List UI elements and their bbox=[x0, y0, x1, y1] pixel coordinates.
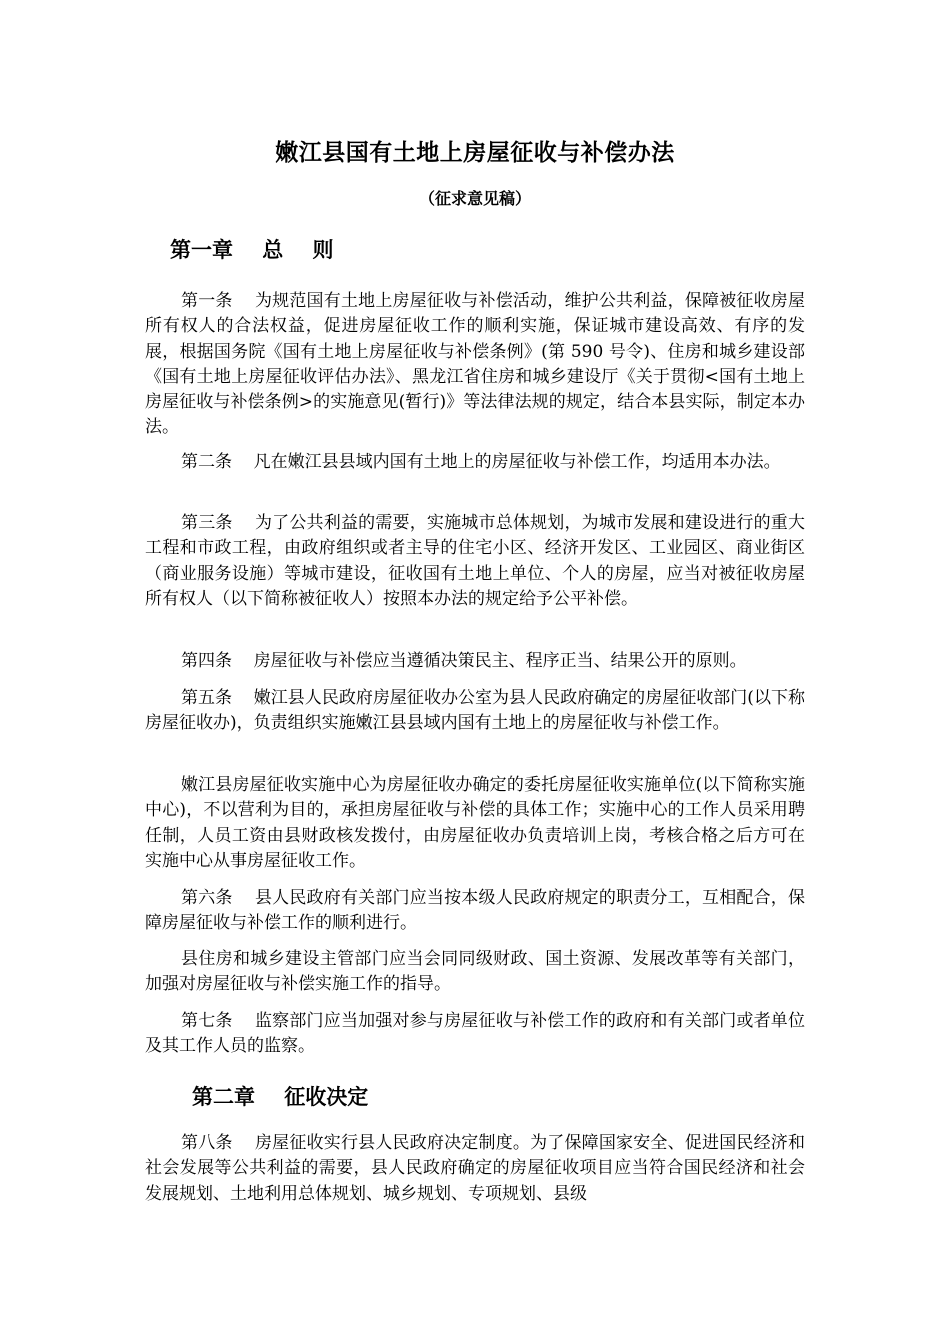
article-paragraph: 第五条 嫩江县人民政府房屋征收办公室为县人民政府确定的房屋征收部门(以下称房屋征收办)，负责组织实施嫩江县县域内国有土地上的房屋征收与补偿工作。 bbox=[145, 688, 805, 734]
article-paragraph: 第七条 监察部门应当加强对参与房屋征收与补偿工作的政府和有关部门或者单位及其工作人员的监察。 bbox=[145, 1011, 805, 1057]
article-paragraph: 第六条 县人民政府有关部门应当按本级人民政府规定的职责分工，互相配合，保障房屋征收与补偿工作的顺利进行。 bbox=[145, 888, 805, 934]
chapter-heading: 第二章 征收决定 bbox=[192, 1085, 369, 1109]
article-paragraph: 第一条 为规范国有土地上房屋征收与补偿活动，维护公共利益，保障被征收房屋所有权人的合法权益，促进房屋征收工作的顺利实施，保证城市建设高效、有序的发展，根据国务院《国有土地上房屋征收与补偿条例》(第 590 号令)、住房和城乡建设部《国有土地上房屋征收评估办法》、黑龙江省住房和城乡建设厅《关于贯彻<国有土地上房屋征收与补偿条例>的实施意见(暂行)》等法律法规的规定，结合本县实际，制定本办法。 bbox=[145, 291, 805, 438]
document-subtitle: （征求意见稿） bbox=[418, 189, 531, 208]
article-paragraph: 第八条 房屋征收实行县人民政府决定制度。为了保障国家安全、促进国民经济和社会发展等公共利益的需要，县人民政府确定的房屋征收项目应当符合国民经济和社会发展规划、土地利用总体规划、城乡规划、专项规划、县级 bbox=[145, 1133, 805, 1204]
article-paragraph: 县住房和城乡建设主管部门应当会同同级财政、国土资源、发展改革等有关部门，加强对房屋征收与补偿实施工作的指导。 bbox=[145, 949, 805, 995]
article-paragraph: 第二条 凡在嫩江县县域内国有土地上的房屋征收与补偿工作，均适用本办法。 bbox=[181, 452, 781, 472]
article-paragraph: 第四条 房屋征收与补偿应当遵循决策民主、程序正当、结果公开的原则。 bbox=[181, 651, 747, 671]
document-title: 嫩江县国有土地上房屋征收与补偿办法 bbox=[275, 140, 675, 166]
chapter-heading: 第一章 总 则 bbox=[170, 238, 334, 262]
article-paragraph: 嫩江县房屋征收实施中心为房屋征收办确定的委托房屋征收实施单位(以下简称实施中心)，不以营利为目的，承担房屋征收与补偿的具体工作；实施中心的工作人员采用聘任制，人员工资由县财政核发拨付，由房屋征收办负责培训上岗，考核合格之后方可在实施中心从事房屋征收工作。 bbox=[145, 775, 805, 871]
article-paragraph: 第三条 为了公共利益的需要，实施城市总体规划，为城市发展和建设进行的重大工程和市政工程，由政府组织或者主导的住宅小区、经济开发区、工业园区、商业街区（商业服务设施）等城市建设，征收国有土地上单位、个人的房屋，应当对被征收房屋所有权人（以下简称被征收人）按照本办法的规定给予公平补偿。 bbox=[145, 513, 805, 609]
